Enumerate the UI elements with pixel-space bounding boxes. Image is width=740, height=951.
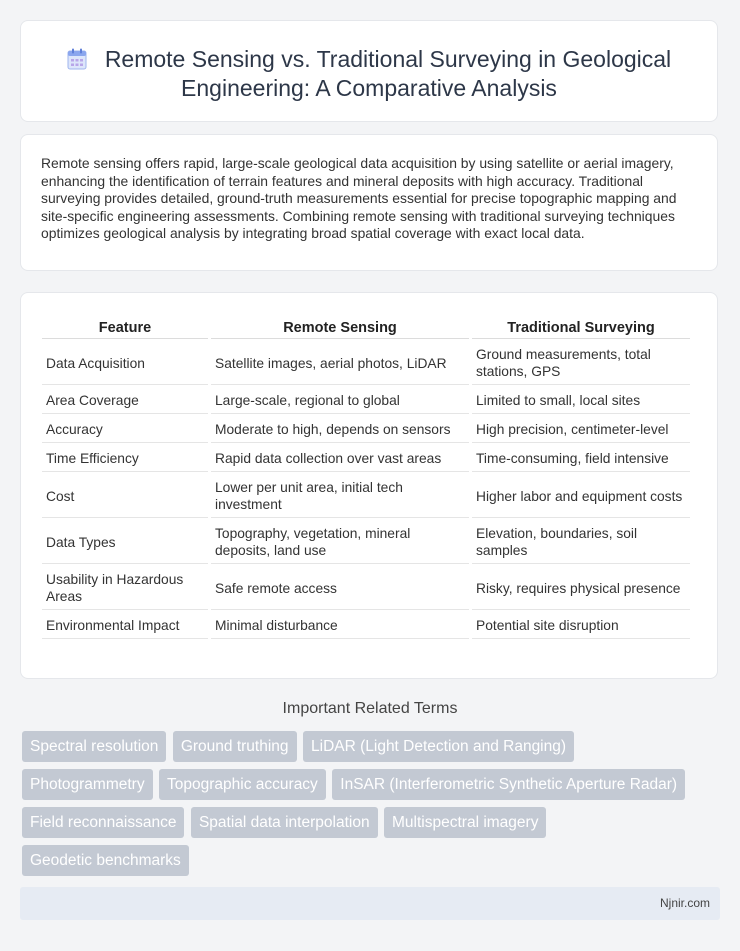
term-tag[interactable]: Ground truthing <box>173 731 297 762</box>
term-tag[interactable]: LiDAR (Light Detection and Ranging) <box>303 731 574 762</box>
term-tag[interactable]: Geodetic benchmarks <box>22 845 189 876</box>
cell-remote: Moderate to high, depends on sensors <box>211 417 469 443</box>
cell-remote: Lower per unit area, initial tech investment <box>211 475 469 518</box>
table-row <box>42 475 690 518</box>
header-traditional-surveying: Traditional Surveying <box>472 316 690 339</box>
table-row <box>42 567 690 610</box>
cell-feature: Environmental Impact <box>42 613 208 639</box>
cell-remote: Large-scale, regional to global <box>211 388 469 414</box>
page-title-text: Remote Sensing vs. Traditional Surveying in Geological Engineering: A Comparative Analysis <box>104 46 672 101</box>
cell-feature: Data Acquisition <box>42 342 208 385</box>
footer-site-link[interactable]: Njnir.com <box>659 896 710 910</box>
cell-traditional: Limited to small, local sites <box>472 388 690 414</box>
cell-remote: Minimal disturbance <box>211 613 469 639</box>
title-card <box>20 20 718 122</box>
cell-remote: Safe remote access <box>211 567 469 610</box>
table-card <box>20 292 718 679</box>
page-title <box>21 45 717 103</box>
term-tag[interactable]: Spatial data interpolation <box>191 807 378 838</box>
cell-traditional: Ground measurements, total stations, GPS <box>472 342 690 385</box>
cell-traditional: Higher labor and equipment costs <box>472 475 690 518</box>
table-row <box>42 613 690 639</box>
header-remote-sensing: Remote Sensing <box>211 316 469 339</box>
intro-paragraph: Remote sensing offers rapid, large-scale geological data acquisition by using satellite or aerial imagery, enhancing the identification of terrain features and mineral deposits with high accuracy. Traditional surveying provides detailed, ground-truth measurements essential for precise topographic mapping and site-specific engineering assessments. Combining remote sensing with traditional surveying techniques optimizes geological analysis by integrating broad spatial coverage with exact local data. <box>41 155 677 242</box>
cell-remote: Satellite images, aerial photos, LiDAR <box>211 342 469 385</box>
term-tag[interactable]: Field reconnaissance <box>22 807 184 838</box>
cell-traditional: Risky, requires physical presence <box>472 567 690 610</box>
table-row <box>42 388 690 414</box>
footer <box>20 887 720 920</box>
cell-traditional: Elevation, boundaries, soil samples <box>472 521 690 564</box>
table-header-row <box>42 316 690 339</box>
term-tag[interactable]: Topographic accuracy <box>159 769 326 800</box>
table-row <box>42 446 690 472</box>
intro-card <box>20 134 718 271</box>
related-terms-list <box>22 731 722 883</box>
table-row <box>42 417 690 443</box>
cell-feature: Time Efficiency <box>42 446 208 472</box>
table-row <box>42 342 690 385</box>
calendar-icon <box>67 48 87 70</box>
comparison-table <box>39 313 693 642</box>
header-feature: Feature <box>42 316 208 339</box>
table-row <box>42 521 690 564</box>
cell-feature: Data Types <box>42 521 208 564</box>
cell-traditional: Potential site disruption <box>472 613 690 639</box>
title-wrap <box>21 45 717 103</box>
term-tag[interactable]: Multispectral imagery <box>384 807 546 838</box>
related-terms-title: Important Related Terms <box>282 700 458 717</box>
cell-traditional: High precision, centimeter-level <box>472 417 690 443</box>
cell-traditional: Time-consuming, field intensive <box>472 446 690 472</box>
cell-feature: Accuracy <box>42 417 208 443</box>
cell-remote: Rapid data collection over vast areas <box>211 446 469 472</box>
cell-feature: Usability in Hazardous Areas <box>42 567 208 610</box>
term-tag[interactable]: InSAR (Interferometric Synthetic Aperture Radar) <box>332 769 685 800</box>
term-tag[interactable]: Spectral resolution <box>22 731 166 762</box>
term-tag[interactable]: Photogrammetry <box>22 769 153 800</box>
cell-remote: Topography, vegetation, mineral deposits, land use <box>211 521 469 564</box>
cell-feature: Area Coverage <box>42 388 208 414</box>
cell-feature: Cost <box>42 475 208 518</box>
